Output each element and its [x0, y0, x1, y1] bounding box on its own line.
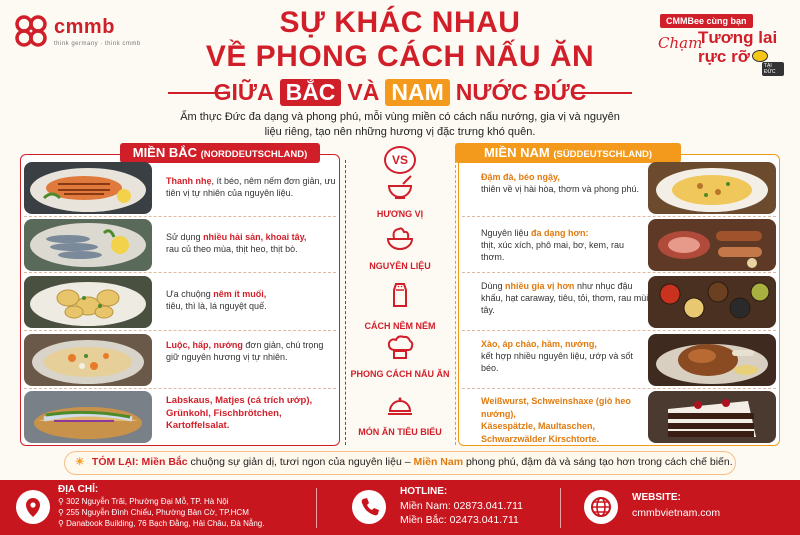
- badge-line-1: Tương lai: [698, 28, 778, 47]
- footer: [0, 480, 800, 535]
- title-line-2: VỀ PHONG CÁCH NẤU ĂN: [205, 40, 595, 73]
- badge-line-2: rực rỡ: [698, 47, 750, 66]
- photo-pork-knuckle: [648, 334, 776, 386]
- title-line-1: SỰ KHÁC NHAU: [279, 6, 521, 39]
- bowl-icon: [385, 172, 415, 202]
- row-separator: [462, 388, 776, 389]
- row-separator: [24, 216, 336, 217]
- lightbulb-icon: ☀: [75, 456, 85, 468]
- row1-bac-text: Thanh nhẹ, ít béo, nêm nếm đơn giản, ưu tiên vị tự nhiên của nguyên liệu.: [166, 176, 336, 198]
- footer-divider: [560, 488, 561, 528]
- hotline-label: HOTLINE:: [400, 486, 448, 497]
- location-pin-icon: [16, 490, 50, 524]
- photo-fish-soup: [24, 334, 152, 386]
- phone-icon[interactable]: [352, 490, 386, 524]
- address-label: ĐỊA CHỈ:: [58, 484, 99, 495]
- criteria-cach-nem-nem: [350, 280, 450, 332]
- row-separator: [24, 272, 336, 273]
- photo-matjes-fish: [24, 219, 152, 271]
- brand-logo[interactable]: [14, 14, 141, 56]
- row-separator: [462, 216, 776, 217]
- chef-hat-icon: [385, 332, 415, 362]
- criteria-label: MÓN ĂN TIÊU BIỂU: [358, 427, 442, 437]
- photo-boiled-potatoes: [24, 276, 152, 328]
- cloche-icon: [385, 390, 415, 420]
- photo-sausage-ham: [648, 219, 776, 271]
- photo-cheese-spaetzle: [648, 162, 776, 214]
- criteria-phong-cach-nau-an: [350, 332, 450, 380]
- row2-bac-text: Sử dụng nhiều hải sản, khoai tây, rau củ theo mùa, thịt heo, thịt bò.: [166, 232, 307, 254]
- row4-bac-text: Luộc, hấp, nướng đơn giản, chú trọng giữ nguyên hương vị tự nhiên.: [166, 340, 324, 362]
- row-separator: [462, 330, 776, 331]
- divider-right: [455, 160, 456, 445]
- row1-nam-text: Đậm đà, béo ngậy, thiên về vị hài hòa, thơm và phong phú.: [481, 172, 640, 194]
- brand-name: cmmb: [54, 16, 115, 38]
- photo-grilled-salmon: [24, 162, 152, 214]
- address-line: ⚲ 302 Nguyễn Trãi, Phường Đại Mỗ, TP. Hà Nội: [58, 497, 229, 506]
- photo-spice-bowls: [648, 276, 776, 328]
- criteria-label: CÁCH NÊM NẾM: [364, 321, 436, 331]
- website-label: WEBSITE:: [632, 492, 681, 503]
- criteria-label: HƯƠNG VỊ: [376, 209, 424, 219]
- row-separator: [24, 330, 336, 331]
- row-separator: [24, 388, 336, 389]
- summary-bar: ☀ TÓM LẠI: Miền Bắc chuộng sự giản dị, tươi ngon của nguyên liệu – Miền Nam phong phú, đậm đà và sáng tạo hơn trong cách chế biến.: [64, 451, 736, 475]
- row3-bac-text: Ưa chuộng nêm ít muối, tiêu, thì là, lá nguyệt quế.: [166, 289, 267, 311]
- criteria-label: NGUYÊN LIỆU: [369, 261, 431, 271]
- intro-text: Ẩm thực Đức đa dạng và phong phú, mỗi vùng miền có cách nấu nướng, gia vị và nguyên liệu riêng, tạo nên những hương vị đặc trưng khó quên.: [180, 111, 620, 138]
- criteria-nguyen-lieu: [350, 224, 450, 272]
- badge-cham: Chạm: [658, 34, 703, 52]
- divider-left: [345, 160, 346, 445]
- badge-top-label: CMMBee cùng bạn: [660, 14, 753, 28]
- row5-bac-dishes: Labskaus, Matjes (cá trích ướp), Grünkohl, Fischbrötchen, Kartoffelsalat.: [166, 395, 313, 431]
- brand-tagline: think germany · think cmmb: [54, 41, 141, 47]
- title-line-3: GIỮA BẮC VÀ NAM NƯỚC ĐỨC: [213, 79, 587, 105]
- cmmb-logo-icon: [14, 14, 48, 48]
- photo-black-forest-cake: [648, 391, 776, 443]
- criteria-label: PHONG CÁCH NẤU ĂN: [350, 369, 450, 379]
- title-bac-box: BẮC: [280, 79, 342, 106]
- bee-icon: [752, 50, 768, 62]
- address-line: ⚲ Danabook Building, 76 Bạch Đằng, Hải Châu, Đà Nẵng.: [58, 519, 265, 528]
- criteria-mon-an-tieu-bieu: [350, 390, 450, 438]
- salad-icon: [385, 224, 415, 254]
- title-nam-box: NAM: [385, 79, 449, 106]
- address-line: ⚲ 255 Nguyễn Đình Chiểu, Phường Bàn Cờ, TP.HCM: [58, 508, 249, 517]
- hotline-bac[interactable]: Miền Bắc: 02473.041.711: [400, 514, 519, 526]
- row-separator: [462, 272, 776, 273]
- website-link[interactable]: cmmbvietnam.com: [632, 507, 721, 519]
- photo-fischbroetchen: [24, 391, 152, 443]
- globe-icon[interactable]: [584, 490, 618, 524]
- badge-tag: TẠI ĐỨC: [762, 62, 784, 76]
- column-head-nam: MIỀN NAM (SÜDDEUTSCHLAND): [455, 143, 681, 163]
- row4-nam-text: Xào, áp chảo, hầm, nướng, kết hợp nhiều nguyên liệu, ướp và sốt béo.: [481, 339, 633, 373]
- hotline-nam[interactable]: Miền Nam: 02873.041.711: [400, 500, 523, 512]
- row5-nam-dishes: Weißwurst, Schweinshaxe (giò heo nướng), Käsespätzle, Maultaschen, Schwarzwälder Kirschtorte.: [481, 396, 631, 444]
- salt-shaker-icon: [385, 280, 415, 310]
- column-head-bac: MIỀN BẮC (NORDDEUTSCHLAND): [120, 143, 320, 163]
- criteria-huong-vi: [350, 172, 450, 220]
- vs-badge: VS: [384, 146, 416, 174]
- footer-divider: [316, 488, 317, 528]
- row3-nam-text: Dùng nhiều gia vị hơn như nhục đậu khấu, hạt caraway, tiêu, tỏi, thơm, rau mùi tây.: [481, 281, 649, 315]
- row2-nam-text: Nguyên liệu đa dạng hơn: thịt, xúc xích, phô mai, bơ, kem, rau thơm.: [481, 228, 624, 262]
- campaign-badge: [654, 14, 784, 76]
